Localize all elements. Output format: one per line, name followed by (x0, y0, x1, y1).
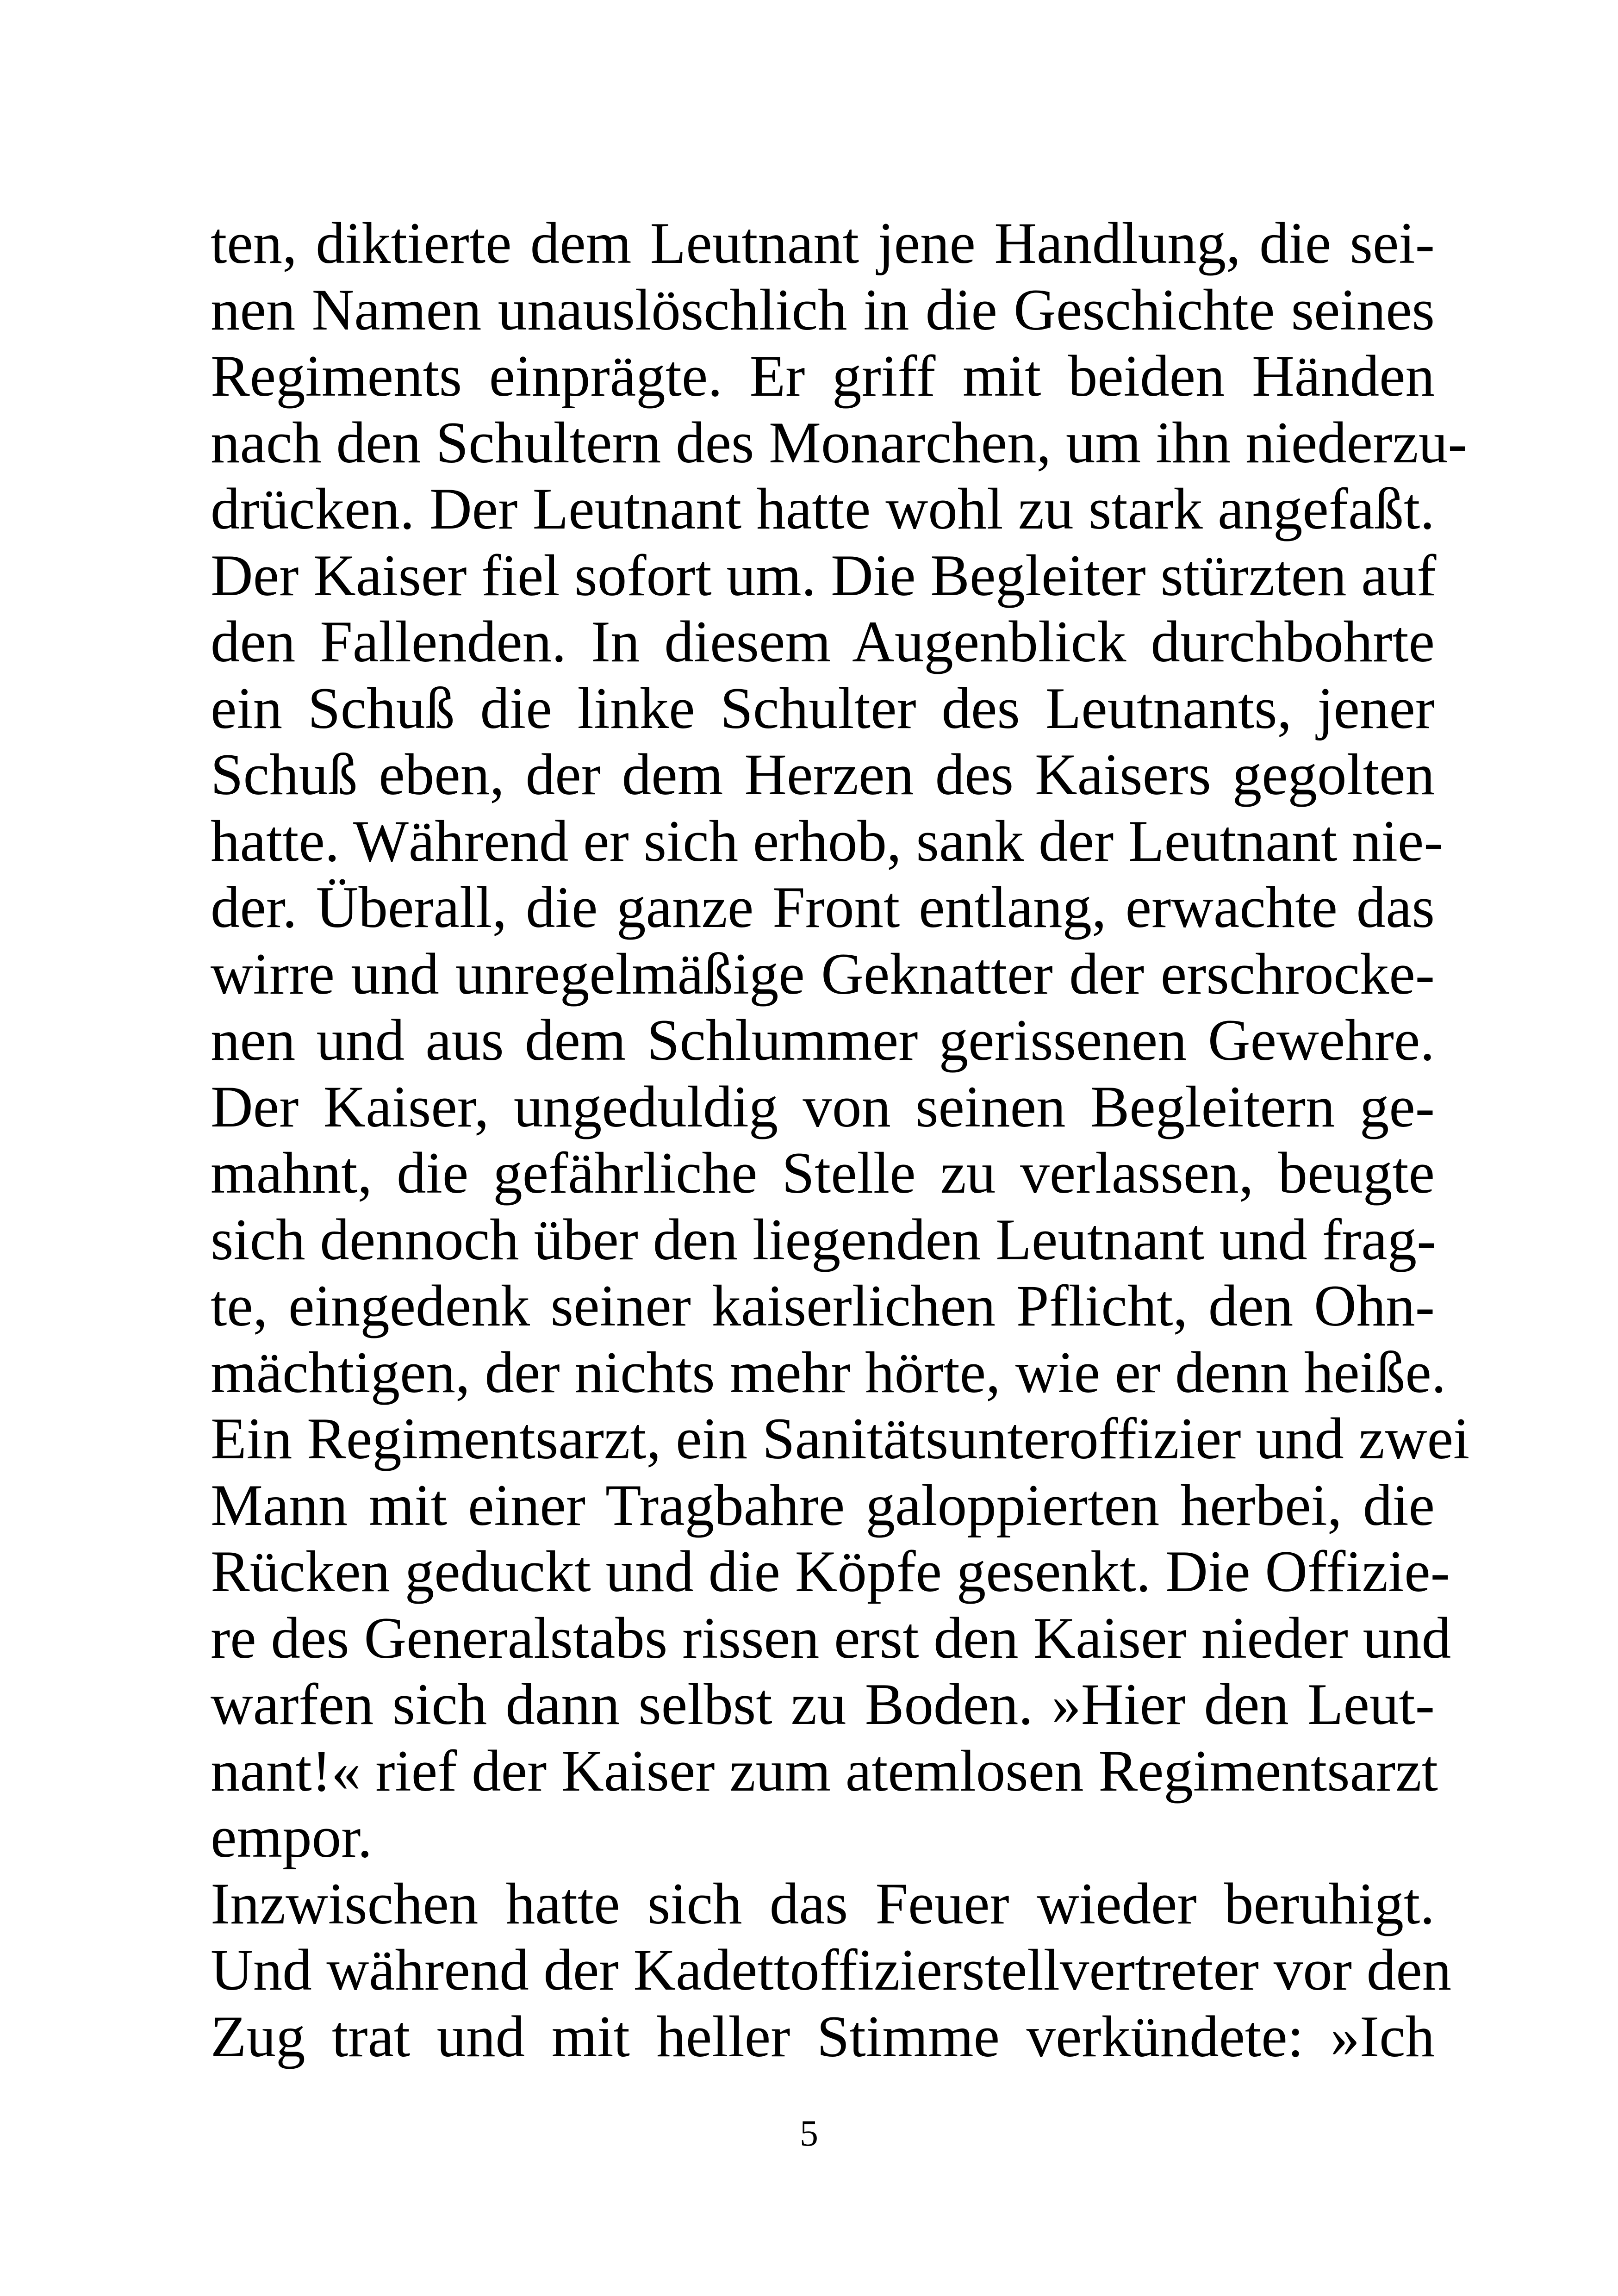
text-line: Der Kaiser, ungeduldig von seinen Begleitern ge- (211, 1074, 1435, 1139)
text-line: Inzwischen hatte sich das Feuer wieder beruhigt. (211, 1871, 1435, 1936)
text-line: empor. (211, 1805, 373, 1870)
text-line: Mann mit einer Tragbahre galoppierten herbei, die (211, 1473, 1435, 1538)
body-text (211, 211, 1470, 2070)
text-line: der. Überall, die ganze Front entlang, erwachte das (211, 875, 1435, 940)
text-line: te, eingedenk seiner kaiserlichen Pflicht, den Ohn- (211, 1274, 1435, 1338)
text-line: Und während der Kadettoffizierstellvertreter vor den (211, 1938, 1452, 2003)
text-line: sich dennoch über den liegenden Leutnant und frag- (211, 1207, 1437, 1272)
page-number: 5 (800, 2113, 818, 2154)
text-line: Regiments einprägte. Er griff mit beiden Händen (211, 344, 1435, 409)
text-line: Rücken geduckt und die Köpfe gesenkt. Die Offizie- (211, 1539, 1450, 1604)
text-line: Schuß eben, der dem Herzen des Kaisers gegolten (211, 742, 1435, 807)
text-line: drücken. Der Leutnant hatte wohl zu stark angefaßt. (211, 477, 1435, 541)
text-line: ein Schuß die linke Schulter des Leutnants, jener (211, 676, 1435, 741)
text-line: nant!« rief der Kaiser zum atemlosen Regimentsarzt (211, 1738, 1438, 1804)
text-line: den Fallenden. In diesem Augenblick durchbohrte (211, 610, 1435, 674)
text-line: mächtigen, der nichts mehr hörte, wie er denn heiße. (211, 1340, 1446, 1405)
text-line: ten, diktierte dem Leutnant jene Handlung, die sei- (211, 211, 1435, 276)
text-line: Der Kaiser fiel sofort um. Die Begleiter stürzten auf (211, 543, 1437, 608)
text-line: nen und aus dem Schlummer gerissenen Gewehre. (211, 1008, 1435, 1073)
text-line: wirre und unregelmäßige Geknatter der erschrocke- (211, 941, 1435, 1007)
text-line: mahnt, die gefährliche Stelle zu verlassen, beugte (211, 1141, 1435, 1206)
text-line: warfen sich dann selbst zu Boden. »Hier den Leut- (211, 1672, 1435, 1737)
text-line: Zug trat und mit heller Stimme verkündete: »Ich (211, 2004, 1435, 2069)
text-line: nach den Schultern des Monarchen, um ihn niederzu- (211, 410, 1468, 475)
text-line: hatte. Während er sich erhob, sank der Leutnant nie- (211, 809, 1444, 874)
text-line: nen Namen unauslöschlich in die Geschichte seines (211, 277, 1435, 342)
text-line: Ein Regimentsarzt, ein Sanitätsunteroffizier und zwei (211, 1406, 1470, 1471)
text-line: re des Generalstabs rissen erst den Kaiser nieder und (211, 1605, 1451, 1671)
